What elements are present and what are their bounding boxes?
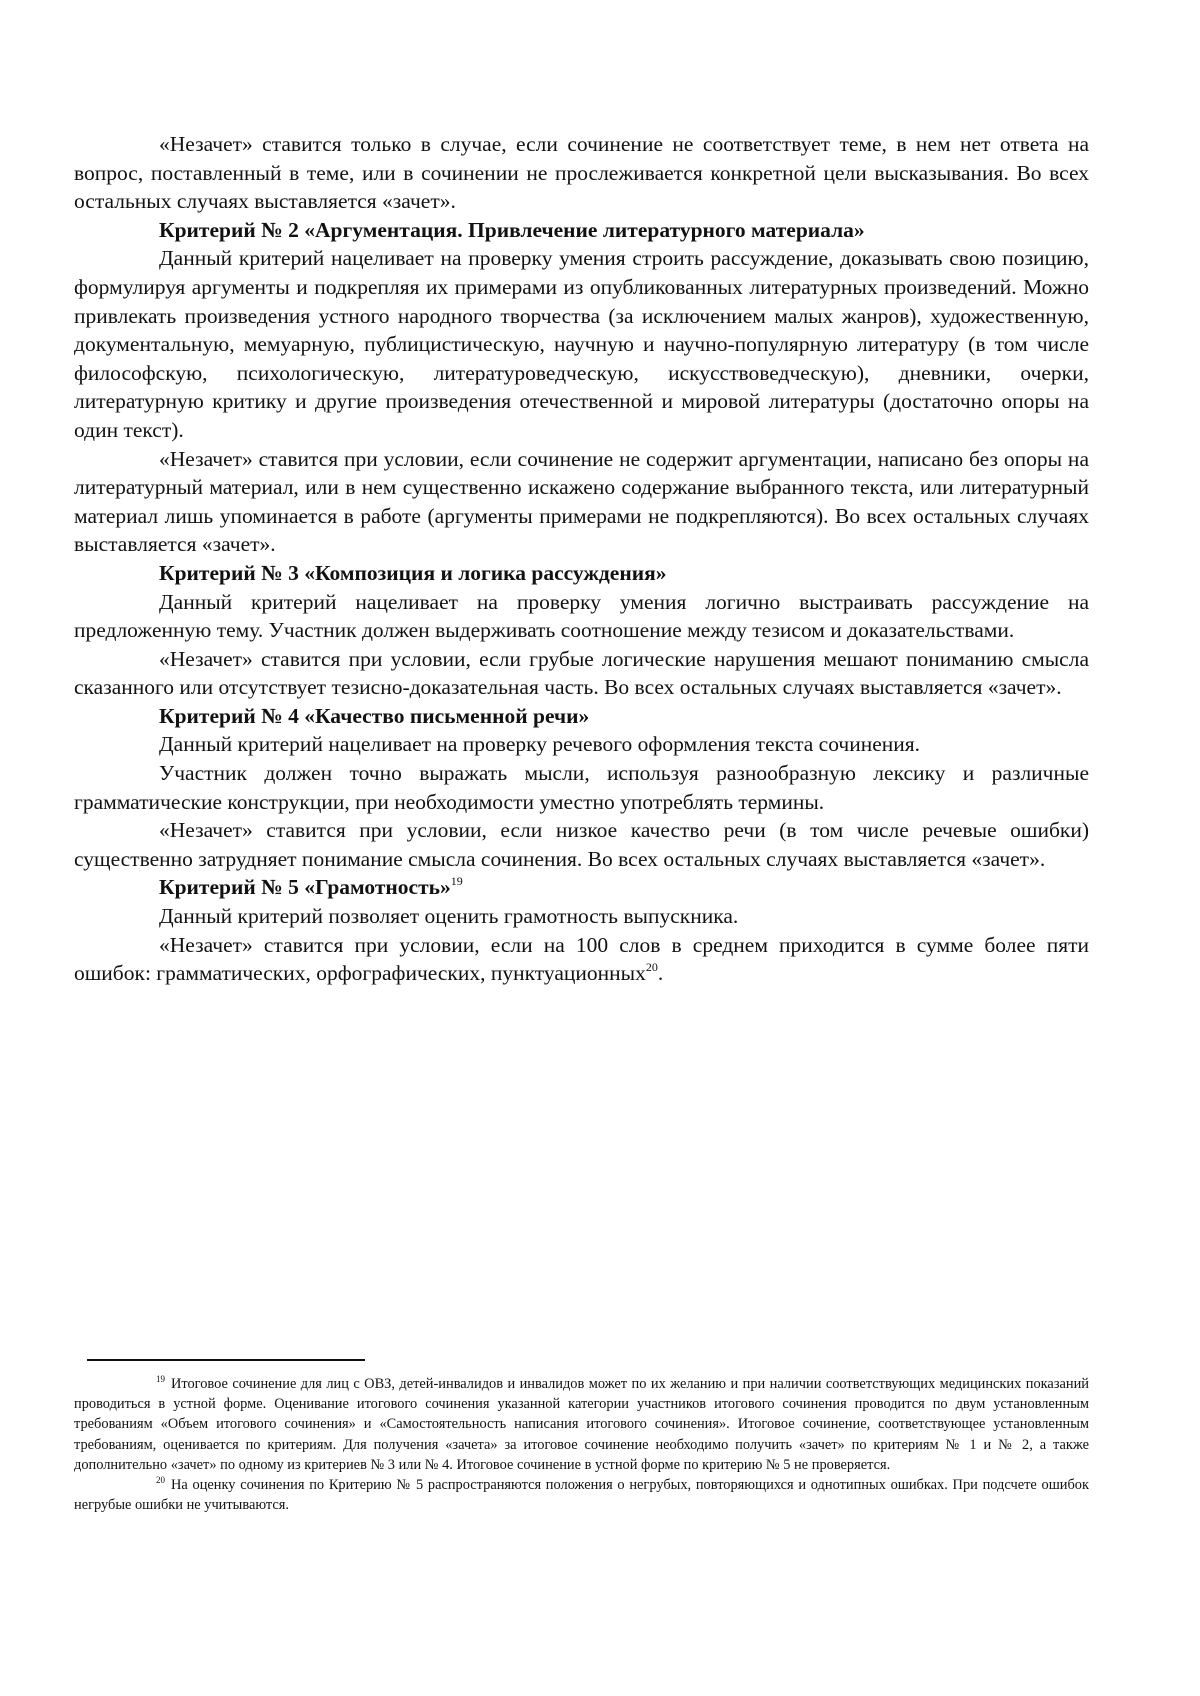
paragraph: «Незачет» ставится при условии, если сочинение не содержит аргументации, написано без опоры на литературный материал, или в нем существенно искажено содержание выбранного текста, или литературный материал лишь упоминается в работе (аргументы примерами не подкрепляются). Во всех остальных случаях выставляется «зачет». (74, 446, 1089, 557)
footnote-20 (74, 1475, 1089, 1515)
criterion-5-heading (74, 873, 1089, 902)
paragraph: Данный критерий нацеливает на проверку речевого оформления текста сочинения. (159, 732, 921, 757)
paragraph: Данный критерий нацеливает на проверку умения логично выстраивать рассуждение на предложенную тему. Участник должен выдерживать соотношение между тезисом и доказательствами. (74, 589, 1089, 643)
footnote-mark: 19 (156, 1374, 165, 1384)
paragraph: Данный критерий позволяет оценить грамотность выпускника. (159, 904, 739, 929)
footnote-text: Итоговое сочинение для лиц с ОВЗ, детей-инвалидов и инвалидов может по их желанию и при наличии соответствующих медицинских показаний проводиться в устной форме. Оценивание итогового сочинения указанной категории участников итогового сочинения проводится по двум установленным требованиям «Объем итогового сочинения» и «Самостоятельность написания итогового сочинения». Итоговое сочинение, соответствующее установленным требованиям, оценивается по критериям. Для получения «зачета» за итоговое сочинение необходимо получить «зачет» по критериям № 1 и № 2, а также дополнительно «зачет» по одному из критериев № 3 или № 4. Итоговое сочинение в устной форме по критерию № 5 не проверяется. (74, 1376, 1089, 1473)
footnote-ref-19: 19 (450, 874, 463, 889)
paragraph: «Незачет» ставится только в случае, если сочинение не соответствует теме, в нем нет ответа на вопрос, поставленный в теме, или в сочинении не прослеживается конкретной цели высказывания. Во всех остальных случаях выставляется «зачет». (74, 132, 1089, 214)
paragraph (74, 931, 1089, 988)
paragraph-end: . (657, 961, 664, 986)
footnote-separator (87, 1359, 365, 1361)
paragraph: «Незачет» ставится при условии, если грубые логические нарушения мешают пониманию смысла сказанного или отсутствует тезисно-доказательная часть. Во всех остальных случаях выставляется «зачет». (74, 646, 1089, 700)
footnotes (74, 1374, 1089, 1515)
criterion-3-heading: Критерий № 3 «Композиция и логика рассуждения» (159, 560, 667, 585)
paragraph-text: «Незачет» ставится при условии, если на 100 слов в среднем приходится в сумме более пяти ошибок: грамматических, орфографических, пунктуационных (74, 932, 1089, 986)
footnote-19 (74, 1374, 1089, 1475)
footnote-ref-20: 20 (645, 960, 658, 975)
paragraph: «Незачет» ставится при условии, если низкое качество речи (в том числе речевые ошибки) существенно затрудняет понимание смысла сочинения. Во всех остальных случаях выставляется «зачет». (74, 818, 1089, 871)
footnote-text: На оценку сочинения по Критерию № 5 распространяются положения о негрубых, повторяющихся и однотипных ошибках. При подсчете ошибок негрубые ошибки не учитываются. (74, 1477, 1089, 1514)
criterion-5-heading-text: Критерий № 5 «Грамотность» (159, 875, 451, 900)
criterion-2-heading: Критерий № 2 «Аргументация. Привлечение литературного материала» (159, 217, 865, 242)
criterion-4-heading: Критерий № 4 «Качество письменной речи» (159, 703, 590, 728)
footnote-mark: 20 (156, 1475, 165, 1486)
paragraph: Данный критерий нацеливает на проверку умения строить рассуждение, доказывать свою позицию, формулируя аргументы и подкрепляя их примерами из опубликованных литературных произведений. Можно привлекать произведения устного народного творчества (за исключением малых жанров), художественную, документальную, мемуарную, публицистическую, научную и научно-популярную литературу (в том числе философскую, психологическую, литературоведческую, искусствоведческую), дневники, очерки, литературную критику и другие произведения отечественной и мировой литературы (достаточно опоры на один текст). (74, 246, 1089, 442)
body-text (74, 130, 1089, 988)
paragraph: Участник должен точно выражать мысли, используя разнообразную лексику и различные грамматические конструкции, при необходимости уместно употреблять термины. (74, 761, 1089, 814)
